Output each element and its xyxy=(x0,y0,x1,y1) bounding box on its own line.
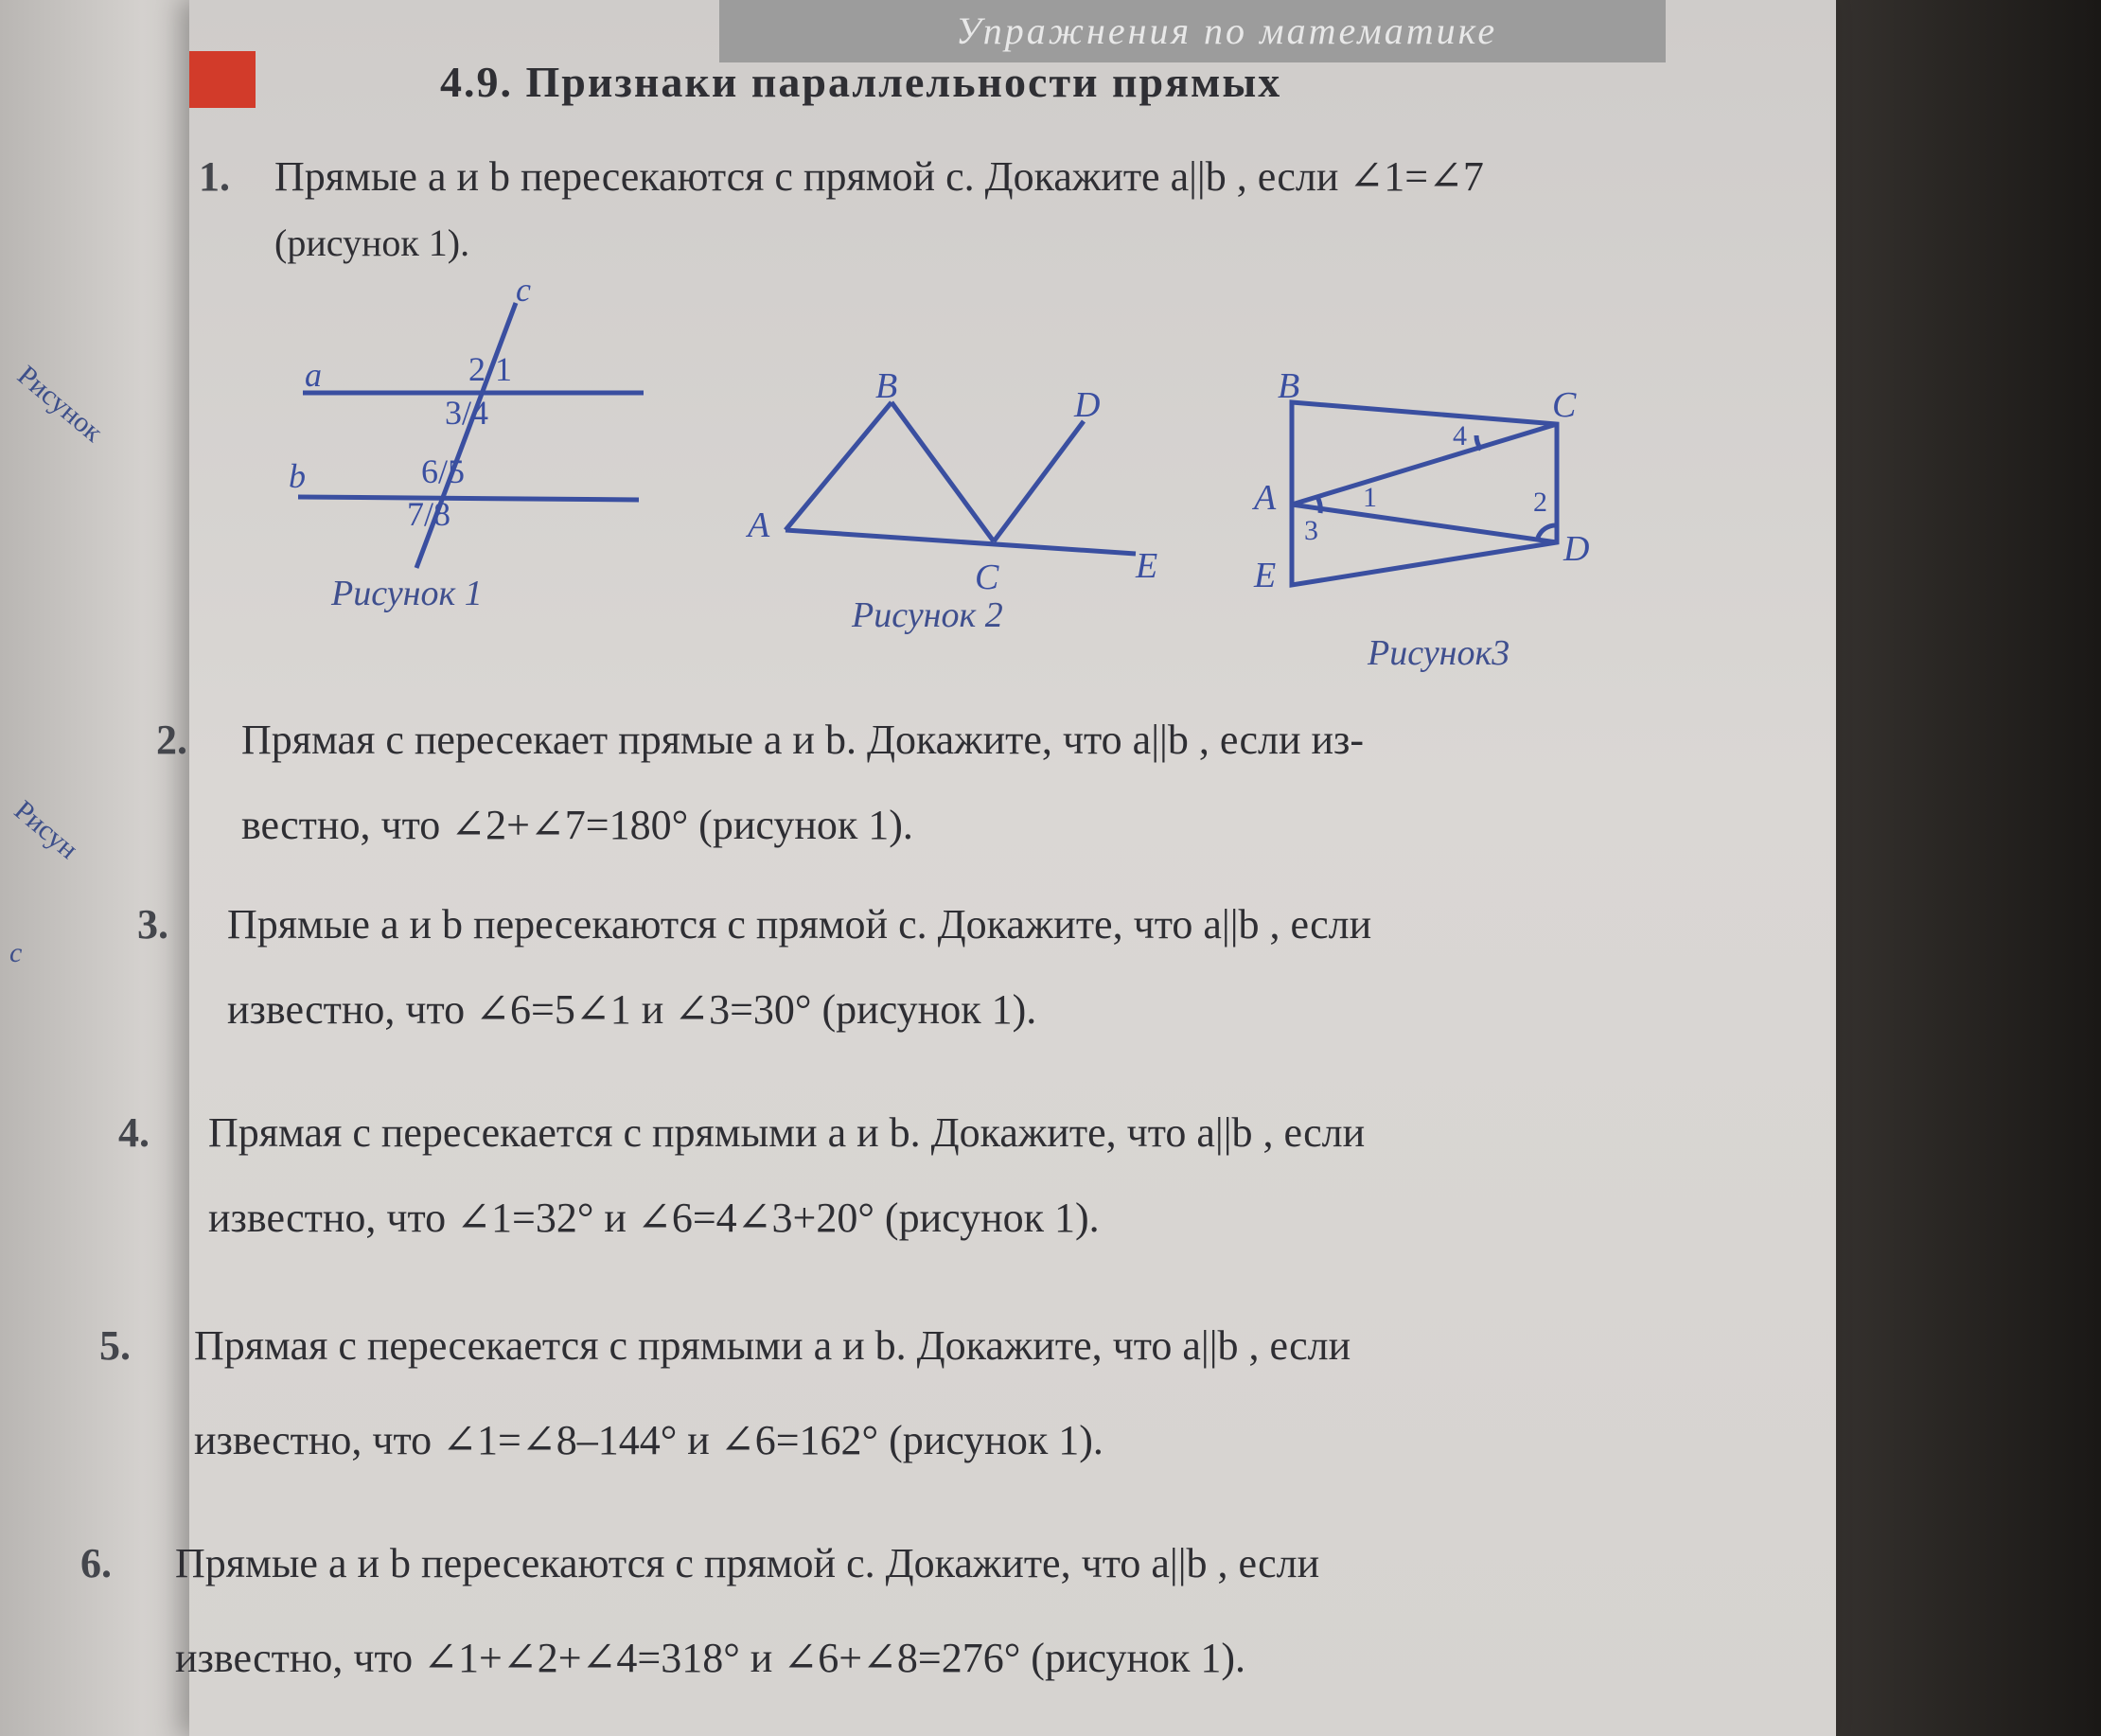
point-E: E xyxy=(1254,556,1277,595)
point-D: D xyxy=(1074,385,1101,425)
angle-label-4: 4 xyxy=(1453,420,1467,452)
problem-text-line: Прямые a и b пересекаются с прямой c. Докажите a||b , если ∠1=∠7 xyxy=(274,153,1484,200)
problem-number: 4. xyxy=(118,1109,150,1156)
point-B: B xyxy=(875,366,898,406)
problem-number: 1. xyxy=(199,153,230,200)
angle-label-3: 3 xyxy=(1304,515,1318,546)
figure-2-caption: Рисунок 2 xyxy=(852,595,1003,635)
label-b: b xyxy=(289,457,306,495)
problem-text-line: Прямые a и b пересекаются с прямой c. Докажите, что a||b , если xyxy=(175,1540,1320,1586)
left-page-fragment: Рисун xyxy=(8,794,84,865)
angle-label-6-5: 6/5 xyxy=(421,452,466,490)
problem-number: 6. xyxy=(80,1540,112,1586)
angle-label-2: 2 xyxy=(1533,487,1547,518)
figure-3-labels xyxy=(1251,366,1589,595)
angle-label-7-8: 7/8 xyxy=(407,495,451,533)
label-a: a xyxy=(305,356,322,394)
figure-3-caption: Рисунок3 xyxy=(1368,633,1510,673)
problem-text-line: Прямые a и b пересекаются с прямой c. Докажите, что a||b , если xyxy=(227,901,1372,948)
problem-number: 3. xyxy=(137,901,168,948)
problem-number: 2. xyxy=(156,717,187,763)
left-page-fragment: с xyxy=(9,937,23,968)
problem-text-line: известно, что ∠6=5∠1 и ∠3=30° (рисунок 1). xyxy=(227,986,1037,1033)
angle-label-2-1: 2/1 xyxy=(468,350,513,388)
figure-2-lines xyxy=(786,402,1136,554)
problem-text-line: известно, что ∠1=32° и ∠6=4∠3+20° (рисунок 1). xyxy=(208,1195,1100,1241)
section-title: 4.9. Признаки параллельности прямых xyxy=(440,58,1282,106)
left-page-fragment: Рисунок xyxy=(11,359,109,449)
problem-text-line: Прямая c пересекается с прямыми a и b. Докажите, что a||b , если xyxy=(194,1322,1351,1369)
problem-text-line: (рисунок 1). xyxy=(274,221,470,264)
figure-1-lines xyxy=(298,303,644,568)
point-C: C xyxy=(1552,385,1577,425)
problem-number: 5. xyxy=(99,1322,131,1369)
problem-text-line: Прямая c пересекается с прямыми a и b. Докажите, что a||b , если xyxy=(208,1109,1366,1156)
point-D: D xyxy=(1563,529,1590,569)
point-B: B xyxy=(1278,366,1300,406)
problem-text-line: вестно, что ∠2+∠7=180° (рисунок 1). xyxy=(241,802,913,848)
label-c: c xyxy=(516,271,531,309)
problem-text-line: известно, что ∠1=∠8–144° и ∠6=162° (рисунок 1). xyxy=(194,1417,1103,1463)
problem-text-line: известно, что ∠1+∠2+∠4=318° и ∠6+∠8=276° (рисунок 1). xyxy=(175,1635,1246,1681)
point-C: C xyxy=(975,558,999,597)
point-A: A xyxy=(748,505,770,545)
angle-label-1: 1 xyxy=(1363,482,1377,513)
page-header-band: Упражнения по математике xyxy=(719,0,1666,62)
figure-1-angle-labels xyxy=(407,350,512,533)
point-E: E xyxy=(1136,546,1158,586)
problem-text-line: Прямая c пересекает прямые a и b. Докажите, что a||b , если из- xyxy=(241,717,1365,763)
figure-1-caption: Рисунок 1 xyxy=(331,574,483,613)
figure-3-lines xyxy=(1292,402,1557,585)
point-A: A xyxy=(1254,478,1277,518)
angle-label-3-4: 3/4 xyxy=(445,394,489,432)
